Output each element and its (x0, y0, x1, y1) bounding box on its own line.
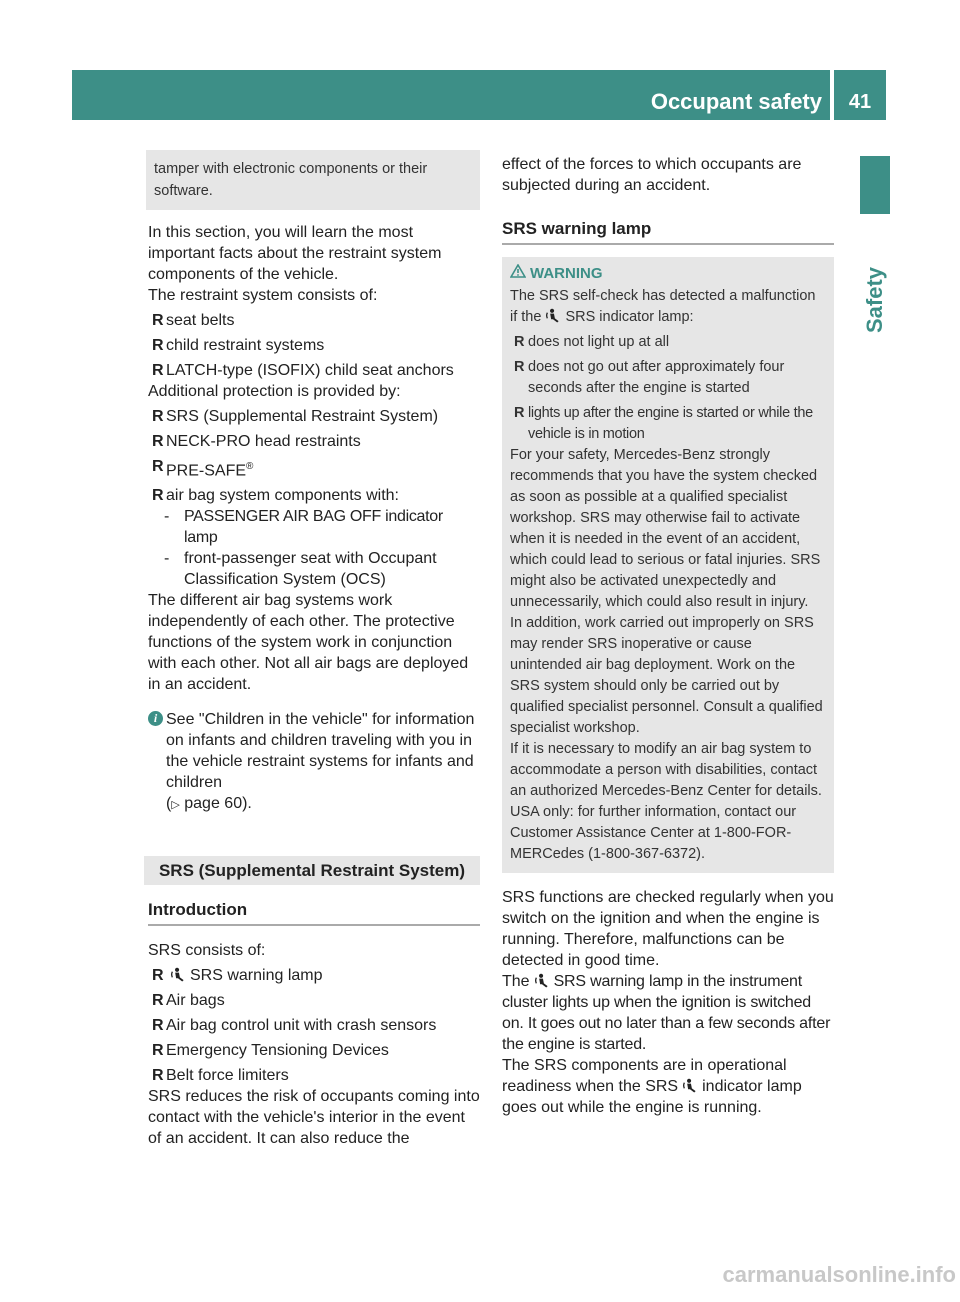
side-tab-label: Safety (862, 266, 887, 334)
list-item: R air bag system components with: (152, 487, 399, 505)
lamp-paragraph: The SRS warning lamp in the instrument cluster lights up when the ignition is switched on. It goes out no later than a few seconds after the engine is started. (502, 973, 831, 1053)
srs-consists-label: SRS consists of: (148, 942, 266, 960)
page-ref-icon: ▷ (171, 799, 180, 812)
registered-mark: ® (246, 461, 254, 472)
list-item: R Emergency Tensioning Devices (152, 1042, 389, 1060)
note-text: tamper with electronic components or their software. (154, 161, 428, 199)
continuation-paragraph: effect of the forces to which occupants are subjected during an accident. (502, 156, 802, 194)
intro-paragraph: In this section, you will learn the most important facts about the restraint system components of the vehicle. (148, 224, 442, 283)
srs-warning-lamp-icon (170, 967, 186, 982)
srs-warning-lamp-icon (545, 308, 561, 323)
list-item: R PRE-SAFE® (152, 458, 254, 480)
page-title: Occupant safety (650, 89, 822, 114)
page-number: 41 (848, 91, 872, 113)
srs-reduces-paragraph: SRS reduces the risk of occupants coming into contact with the vehicle's interior in the event of an accident. It can also reduce the (148, 1088, 480, 1148)
warning-list-item: R does not go out after approximately four seconds after the engine is started (514, 359, 785, 396)
warning-paragraph: If it is necessary to modify an air bag system to accommodate a person with disabilities, contact an authorized Mercedes-Benz Center for details. USA only: for further information, contact our Customer Assistance Center at 1-800-FOR-MERCedes (1-800-367-6372). (510, 741, 822, 862)
warning-paragraph: For your safety, Mercedes-Benz strongly recommends that you have the system checked as soon as possible at a qualified specialist workshop. SRS may otherwise fail to activate when it is needed in the event of an accident, which could lead to serious or fatal injuries. SRS might also be activated unexpectedly and unnecessarily, which could also result in injury. (510, 447, 821, 610)
right-column (502, 150, 834, 1118)
sub-list-item: - PASSENGER AIR BAG OFF indicator lamp (164, 508, 443, 547)
srs-warning-lamp-icon (534, 973, 550, 988)
info-note: i See "Children in the vehicle" for information on infants and children traveling with you in the vehicle restraint systems for infants and children (▷ page 60). (148, 709, 480, 816)
note-box (146, 150, 480, 210)
left-column (148, 150, 480, 1149)
list-item: R SRS warning lamp (152, 967, 323, 985)
warning-intro: The SRS self-check has detected a malfunction if the SRS indicator lamp: (510, 288, 816, 325)
list-item: R SRS (Supplemental Restraint System) (152, 408, 439, 425)
list-item: R Belt force limiters (152, 1067, 289, 1085)
srs-warning-lamp-icon (682, 1078, 698, 1093)
airbag-paragraph: The different air bag systems work independently of each other. The protective functions of the system work in conjunction with each other. Not all air bags are deployed in an accident. (148, 592, 469, 694)
warning-list-item: R lights up after the engine is started or while the vehicle is in motion (514, 405, 813, 442)
additional-label: Additional protection is provided by: (148, 383, 401, 400)
list-item: R LATCH-type (ISOFIX) child seat anchors (152, 362, 454, 379)
page-reference[interactable]: page 60). (184, 795, 252, 813)
warning-title: WARNING (530, 263, 826, 284)
list-item: R seat belts (152, 312, 235, 329)
info-icon: i (148, 711, 163, 726)
list-item: R Air bag control unit with crash sensors (152, 1017, 437, 1035)
list-item: R NECK-PRO head restraints (152, 433, 361, 450)
sub-list-item: - front-passenger seat with Occupant Classification System (OCS) (164, 550, 437, 589)
readiness-paragraph: The SRS components are in operational readiness when the SRS indicator lamp goes out while the engine is running. (502, 1057, 802, 1116)
list-item: R Air bags (152, 992, 225, 1010)
checks-paragraph: SRS functions are checked regularly when you switch on the ignition and when the engine is running. Therefore, malfunctions can be detected in good time. (502, 889, 834, 969)
side-tab-marker (860, 156, 890, 214)
list-item: R child restraint systems (152, 337, 325, 354)
section-title: SRS (Supplemental Restraint System) (144, 856, 480, 885)
watermark: carmanualsonline.info (722, 1262, 956, 1287)
warning-list-item: R does not light up at all (514, 334, 670, 350)
warning-paragraph: In addition, work carried out improperly on SRS may render SRS inoperative or cause unintended air bag deployment. Work on the SRS system should only be carried out by qualified specialist personnel. Consult a qualified specialist workshop. (510, 615, 823, 736)
consists-label: The restraint system consists of: (148, 287, 378, 304)
warning-box (502, 257, 834, 873)
subsection-title: Introduction (148, 899, 480, 926)
subsection-title: SRS warning lamp (502, 218, 834, 245)
warning-triangle-icon (510, 264, 526, 278)
